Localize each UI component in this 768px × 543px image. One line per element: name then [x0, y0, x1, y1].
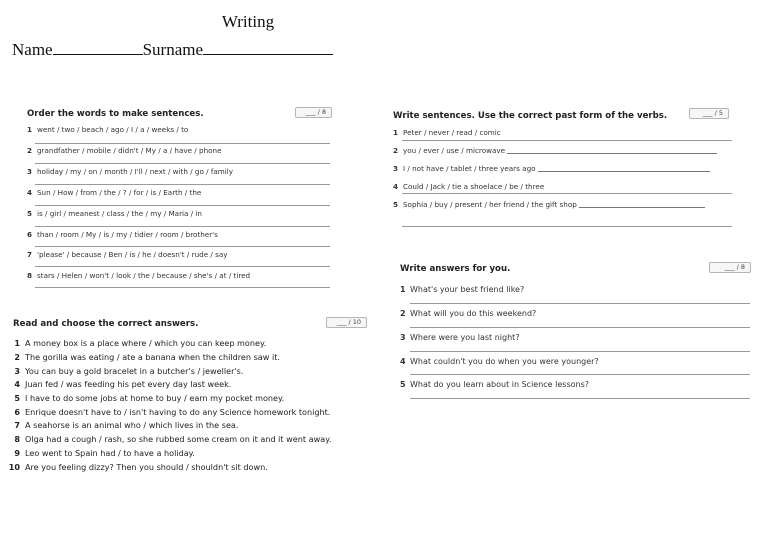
past-form-item: 5 Sophia / buy / present / her friend / the gift shop [393, 200, 705, 209]
order-item: 2 grandfather / mobile / didn't / My / a / have / phone [27, 146, 222, 155]
answer-line[interactable] [402, 140, 732, 141]
surname-label: Surname [142, 40, 204, 59]
answer-line[interactable] [35, 246, 330, 247]
answer-line[interactable] [402, 193, 732, 194]
order-item: 4 Sun / How / from / the / ? / for / is / Earth / the [27, 188, 202, 197]
answer-question: 5 What do you learn about in Science lessons? [400, 380, 590, 389]
choice-item[interactable]: 7 A seahorse is an animal who / which lives in the sea. [14, 420, 239, 430]
choice-item[interactable]: 8 Olga had a cough / rash, so she rubbed some cream on it and it went away. [14, 434, 332, 444]
choice-item[interactable]: 9 Leo went to Spain had / to have a holiday. [14, 448, 195, 458]
past-form-item: 4 Could / Jack / tie a shoelace / be / three [393, 182, 545, 191]
order-item: 5 is / girl / meanest / class / the / my / Maria / in [27, 209, 202, 218]
answer-line[interactable] [35, 184, 330, 185]
past-form-item: 3 I / not have / tablet / three years ago [393, 164, 710, 173]
answer-line[interactable] [410, 327, 750, 328]
inline-answer-blank[interactable] [538, 171, 710, 172]
order-item: 8 stars / Helen / won't / look / the / because / she's / at / tired [27, 271, 251, 280]
choice-item[interactable]: 10 Are you feeling dizzy? Then you should / shouldn't sit down. [8, 462, 268, 472]
order-item: 7 'please' / because / Ben / is / he / doesn't / rude / say [27, 250, 228, 259]
inline-answer-blank[interactable] [579, 207, 705, 208]
choice-item[interactable]: 3 You can buy a gold bracelet in a butcher's / jeweller's. [14, 366, 244, 376]
order-words-title: Order the words to make sentences. [27, 109, 204, 119]
choice-item[interactable]: 4 Juan fed / was feeding his pet every day last week. [14, 379, 232, 389]
answer-line[interactable] [35, 266, 330, 267]
name-blank[interactable] [53, 40, 143, 55]
answer-question: 3 Where were you last night? [400, 333, 520, 342]
answer-line[interactable] [35, 163, 330, 164]
choice-item[interactable]: 2 The gorilla was eating / ate a banana when the children saw it. [14, 352, 280, 362]
answer-line[interactable] [410, 398, 750, 399]
choice-item[interactable]: 6 Enrique doesn't have to / isn't having to do any Science homework tonight. [14, 407, 331, 417]
order-item: 3 holiday / my / on / month / I'll / next / with / go / family [27, 167, 234, 176]
answer-question: 1 What's your best friend like? [400, 285, 525, 294]
answer-line[interactable] [410, 303, 750, 304]
answer-line[interactable] [35, 143, 330, 144]
answer-line[interactable] [402, 226, 732, 227]
answer-line[interactable] [35, 205, 330, 206]
answer-line[interactable] [410, 351, 750, 352]
page-title: Writing [221, 12, 275, 31]
write-answers-title: Write answers for you. [400, 264, 511, 274]
answer-question: 4 What couldn't you do when you were younger? [400, 357, 599, 366]
name-surname-line [12, 40, 333, 60]
choice-item[interactable]: 1 A money box is a place where / which you can keep money. [14, 338, 267, 348]
surname-blank[interactable] [203, 40, 333, 55]
answer-line[interactable] [35, 226, 330, 227]
choice-item[interactable]: 5 I have to do some jobs at home to buy / earn my pocket money. [14, 393, 285, 403]
write-answers-score: ___ / 8 [709, 262, 751, 273]
name-label: Name [12, 40, 53, 59]
inline-answer-blank[interactable] [507, 153, 717, 154]
read-choose-title: Read and choose the correct answers. [13, 319, 199, 329]
read-choose-score: ___ / 10 [326, 317, 367, 328]
order-words-score: ___ / 8 [295, 107, 332, 118]
past-form-title: Write sentences. Use the correct past form of the verbs. [393, 111, 668, 121]
answer-line[interactable] [35, 287, 330, 288]
answer-line[interactable] [410, 374, 750, 375]
past-form-item: 1 Peter / never / read / comic [393, 128, 501, 137]
order-item: 6 than / room / My / is / my / tidier / room / brother's [27, 230, 218, 239]
answer-question: 2 What will you do this weekend? [400, 309, 537, 318]
order-item: 1 went / two / beach / ago / I / a / weeks / to [27, 125, 189, 134]
past-form-score: ___ / 5 [689, 108, 729, 119]
past-form-item: 2 you / ever / use / microwave [393, 146, 717, 155]
